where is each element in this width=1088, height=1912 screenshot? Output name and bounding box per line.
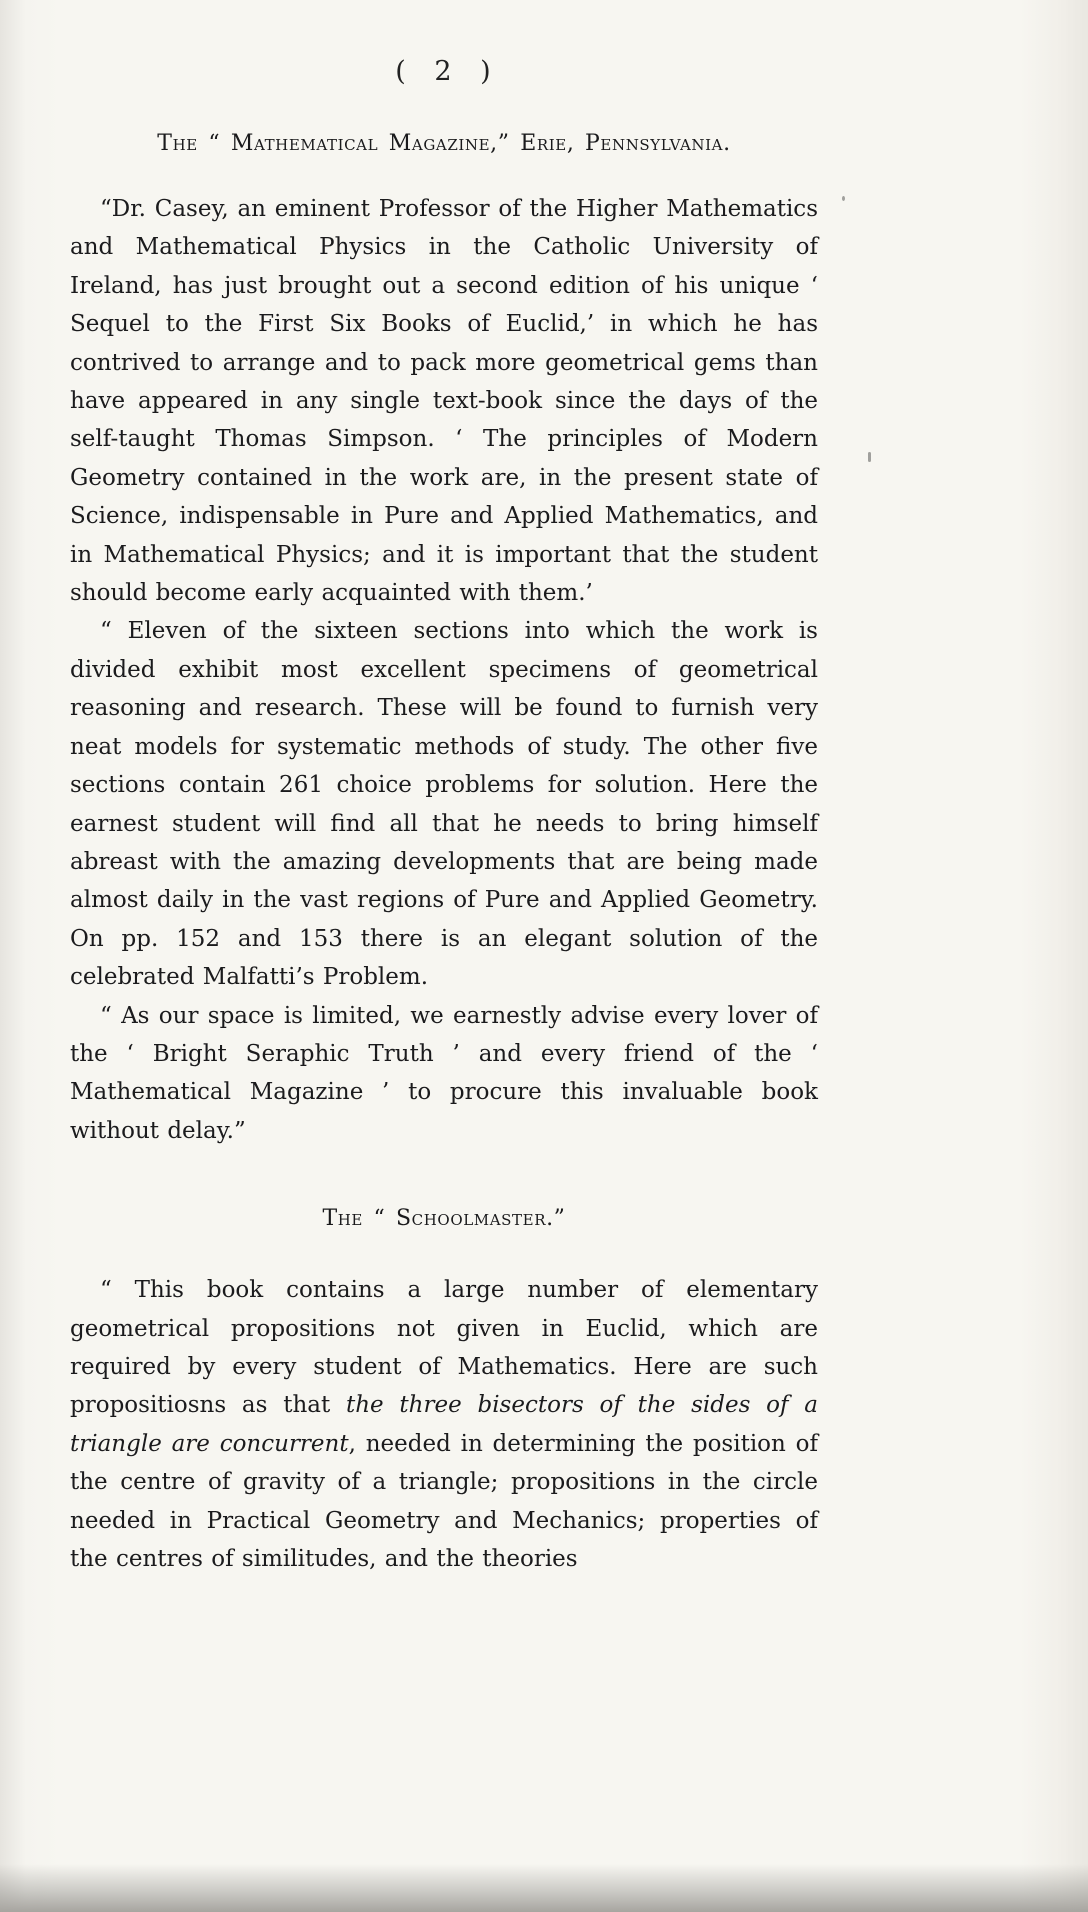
scan-speck: [842, 196, 845, 201]
review2-paragraph-tail: , needed in determining the position of the centre of gravity of a triangle; propositions in the circle needed in Practical Geometry and Mechanics; properties of the centres of similitudes, and the theories: [70, 1430, 818, 1572]
review1-paragraph-3: “ As our space is limited, we earnestly advise every lover of the ‘ Bright Seraphic Truth ’ and every friend of the ‘ Mathematical Magazine ’ to procure this invaluable book without delay.”: [70, 1002, 818, 1144]
page-number: ( 2 ): [395, 56, 493, 87]
review2-paragraph-1: [70, 1271, 818, 1578]
review2-paragraph-lead: “ This book contains a large number of elementary geometrical propositions not given in Euclid, which are required by every student of Mathematics. Here are such propositiosns as that: [70, 1277, 818, 1419]
review2-paragraph-italic: the three bisectors of the sides of a triangle are concurrent: [70, 1392, 818, 1457]
review1-heading: The “ Mathematical Magazine,” Erie, Pennsylvania.: [157, 131, 731, 156]
scan-bottom-shadow: [0, 1864, 1088, 1912]
scan-speck: [868, 452, 871, 462]
review1-paragraph-2: “ Eleven of the sixteen sections into which the work is divided exhibit most excellent specimens of geometrical reasoning and research. These will be found to furnish very neat models for systematic methods of study. The other five sections contain 261 choice problems for solution. Here the earnest student will find all that he needs to bring himself abreast with the amazing developments that are being made almost daily in the vast regions of Pure and Applied Geometry. On pp. 152 and 153 there is an elegant solution of the celebrated Malfatti’s Problem.: [70, 618, 818, 991]
page-content: [70, 56, 818, 1578]
review1-paragraph-1: “Dr. Casey, an eminent Professor of the Higher Mathematics and Mathematical Physics in the Catholic University of Ireland, has just brought out a second edition of his unique ‘ Sequel to the First Six Books of Euclid,’ in which he has contrived to arrange and to pack more geometrical gems than have appeared in any single text-book since the days of the self-taught Thomas Simpson. ‘ The principles of Modern Geometry contained in the work are, in the present state of Science, indispensable in Pure and Applied Mathematics, and in Mathematical Physics; and it is important that the student should become early acquainted with them.’: [70, 196, 818, 607]
review2-heading: The “ Schoolmaster.”: [322, 1206, 566, 1232]
